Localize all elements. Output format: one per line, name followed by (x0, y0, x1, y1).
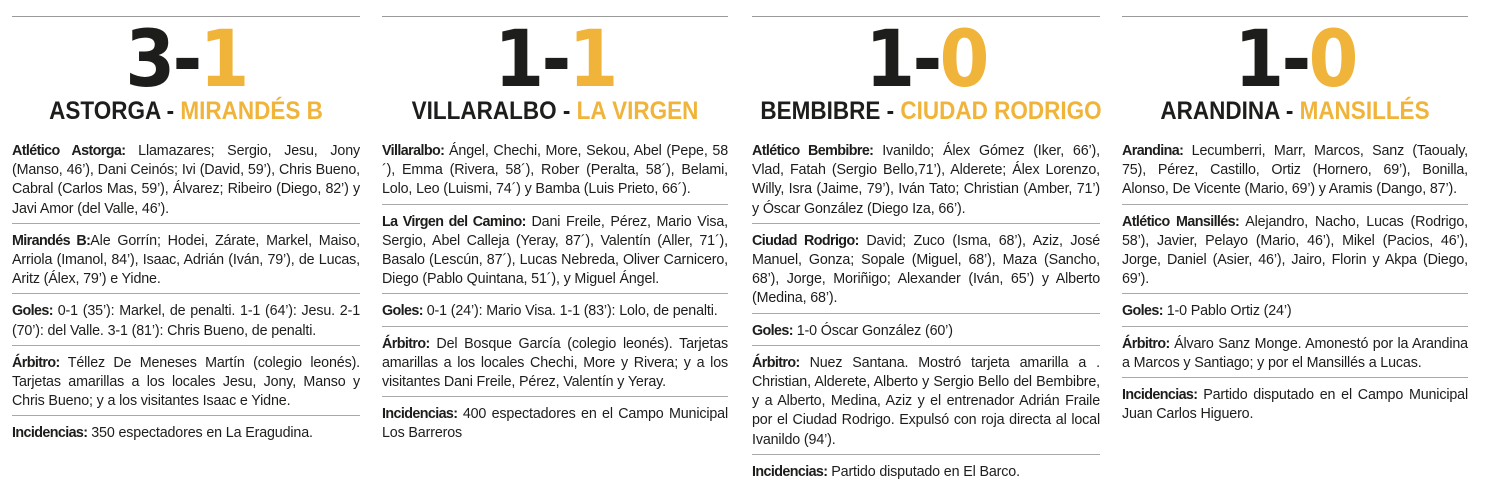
match-score: 1-1 (494, 15, 616, 105)
match-column-arandina (1122, 0, 1468, 498)
home-team: ASTORGA (49, 97, 161, 125)
away-team: MANSILLÉS (1299, 97, 1430, 125)
goals: Goles: 1-0 Óscar González (60’) (752, 322, 1100, 346)
home-team: VILLARALBO (411, 97, 557, 125)
match-teams: BEMBIBRE - CIUDAD RODRIGO (760, 97, 1102, 125)
away-team: LA VIRGEN (576, 97, 699, 125)
goals: Goles: 1-0 Pablo Ortiz (24’) (1122, 302, 1468, 326)
home-team: ARANDINA (1160, 97, 1280, 125)
away-team: MIRANDÉS B (180, 97, 323, 125)
match-score: 3-1 (125, 15, 247, 105)
match-score: 1-0 (1234, 15, 1356, 105)
incidents: Incidencias: Partido disputado en el Campo Municipal Juan Carlos Higuero. (1122, 387, 1468, 423)
referee: Árbitro: Del Bosque García (colegio leonés). Tarjetas amarillas a los locales Chechi, More y Rivera; y a los visitantes Dani Freile, Pérez, Valentín y Yeray. (382, 335, 728, 398)
lineup-home: Villaralbo: Ángel, Chechi, More, Sekou, Abel (Pepe, 58´), Emma (Rivera, 58´), Rober (Peralta, 58´), Belami, Lolo, Leo (Luismi, 74´) y Bamba (Luis Prieto, 66´). (382, 142, 728, 205)
referee: Árbitro: Álvaro Sanz Monge. Amonestó por la Arandina a Marcos y Santiago; y por el Mansillés a Lucas. (1122, 335, 1468, 378)
match-column-villaralbo (382, 0, 728, 498)
lineup-home: Arandina: Lecumberri, Marr, Marcos, Sanz (Taoualy, 75), Pérez, Castillo, Ortiz (Hornero, 69’), Bonilla, Alonso, De Vicente (Mario, 69’) y Aramis (Dango, 87’). (1122, 142, 1468, 205)
lineup-home: Atlético Bembibre: Ivanildo; Álex Gómez (Iker, 66’), Vlad, Fatah (Sergio Bello,71’), Alderete; Álex Lorenzo, Willy, Isra (Jaime, 79’), Iván Tato; Christian (Amber, 71’) y Óscar González (Diego Iza, 66’). (752, 142, 1100, 224)
match-details (1122, 142, 1468, 436)
incidents: Incidencias: Partido disputado en El Barco. (752, 463, 1020, 480)
match-teams: ASTORGA - MIRANDÉS B (49, 97, 323, 125)
match-column-bembibre (752, 0, 1100, 498)
referee: Árbitro: Téllez De Meneses Martín (colegio leonés). Tarjetas amarillas a los locales Jesu, Jony, Manso y Chris Bueno; y a los visitantes Isaac e Yidne. (12, 354, 360, 417)
match-details (12, 142, 360, 456)
incidents: Incidencias: 400 espectadores en el Campo Municipal Los Barreros (382, 406, 728, 442)
incidents: Incidencias: 350 espectadores en La Eragudina. (12, 425, 313, 442)
match-column-astorga (12, 0, 360, 498)
goals: Goles: 0-1 (35’): Markel, de penalti. 1-1 (64’): Jesu. 2-1 (70’): del Valle. 3-1 (81’): Chris Bueno, de penalti. (12, 302, 360, 345)
lineup-away: Ciudad Rodrigo: David; Zuco (Isma, 68’), Aziz, José Manuel, Gonza; Sopale (Miguel, 68’), Maza (Sancho, 68’), Jorge, Moriñigo; Alexander (Iván, 65’) y Alberto (Medina, 68’). (752, 232, 1100, 314)
home-team: BEMBIBRE (760, 97, 881, 125)
goals: Goles: 0-1 (24’): Mario Visa. 1-1 (83’): Lolo, de penalti. (382, 302, 728, 326)
match-score: 1-0 (865, 15, 987, 105)
match-teams: VILLARALBO - LA VIRGEN (411, 97, 699, 125)
lineup-away: Atlético Mansillés: Alejandro, Nacho, Lucas (Rodrigo, 58’), Javier, Pelayo (Mario, 46’), Mikel (Pacios, 46’), Jorge, Daniel (Asier, 46’), Jairo, Florin y Akpa (Diego, 69’). (1122, 213, 1468, 295)
lineup-away: Mirandés B:Ale Gorrín; Hodei, Zárate, Markel, Maiso, Arriola (Imanol, 84’), Isaac, Adrián (Iván, 79’), de Lucas, Aritz (Álex, 79’) e Yidne. (12, 232, 360, 295)
match-details (382, 142, 728, 456)
away-team: CIUDAD RODRIGO (900, 97, 1102, 125)
referee: Árbitro: Nuez Santana. Mostró tarjeta amarilla a . Christian, Alderete, Alberto y Sergio Bello del Bembibre, y a Alberto, Medina, Aziz y el entrenador Adrián Fraile por el Ciudad Rodrigo. Expulsó con roja directa al local Ivanildo (94’). (752, 354, 1100, 455)
lineup-home: Atlético Astorga: Llamazares; Sergio, Jesu, Jony (Manso, 46’), Dani Ceinós; Ivi (David, 59’), Chris Bueno, Cabral (Carlos Mas, 59’), Álvarez; Ribeiro (Diego, 82’) y Javi Amor (del Valle, 46’). (12, 142, 360, 224)
match-teams: ARANDINA - MANSILLÉS (1160, 97, 1430, 125)
lineup-away: La Virgen del Camino: Dani Freile, Pérez, Mario Visa, Sergio, Abel Calleja (Yeray, 87´), Valentín (Aller, 71´), Basalo (Lescún, 87´), Lucas Nebreda, Oliver Carnicero, Diego (Pablo Quintana, 51´), y Miguel Ángel. (382, 213, 728, 295)
match-details (752, 142, 1100, 494)
